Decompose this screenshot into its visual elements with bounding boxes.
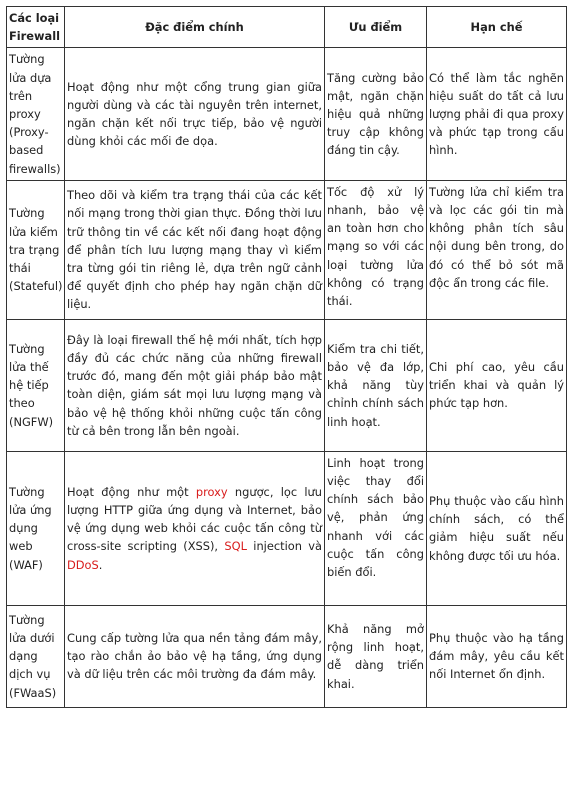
header-row (7, 7, 567, 48)
cons-cell: Tường lửa chỉ kiểm tra và lọc các gói tin mà không phân tích sâu nội dung bên trong, do đó có thể bỏ sót mã độc ẩn trong các file. (427, 180, 567, 319)
pros-cell: Tăng cường bảo mật, ngăn chặn hiệu quả những truy cập không đáng tin cậy. (325, 48, 427, 180)
features-cell: Cung cấp tường lửa qua nền tảng đám mây, tạo rào chắn ảo bảo vệ hạ tầng, ứng dụng và dữ liệu trên các môi trường đa đám mây. (65, 605, 325, 707)
features-text: Hoạt động như một (67, 484, 196, 499)
features-cell: Theo dõi và kiểm tra trạng thái của các kết nối mạng trong thời gian thực. Đồng thời lưu trữ thông tin về các kết nối đang hoạt động để phân tích lưu lượng mạng thay vì kiểm tra từng gói tin riêng lẻ, dựa trên ngữ cảnh để quyết định cho phép hay ngăn chặn dữ liệu. (65, 180, 325, 319)
features-cell: Hoạt động như một cổng trung gian giữa người dùng và các tài nguyên trên internet, ngăn chặn kết nối trực tiếp, bảo vệ người dùng khỏi các mối đe dọa. (65, 48, 325, 180)
table-row (7, 48, 567, 180)
cons-cell: Phụ thuộc vào hạ tầng đám mây, yêu cầu kết nối Internet ổn định. (427, 605, 567, 707)
header-firewall-types: Các loại Firewall (7, 7, 65, 48)
features-cell: Đây là loại firewall thế hệ mới nhất, tích hợp đầy đủ các chức năng của những firewall trước đó, mang đến một giải pháp bảo mật toàn diện, giám sát mọi lưu lượng mạng và bảo vệ hệ thống khỏi những cuộc tấn công từ cả bên trong lẫn bên ngoài. (65, 319, 325, 451)
table-row (7, 451, 567, 605)
proxy-link[interactable]: proxy (195, 484, 228, 499)
pros-cell: Khả năng mở rộng linh hoạt, dễ dàng triển khai. (325, 605, 427, 707)
firewall-comparison-table (6, 6, 567, 708)
header-main-features: Đặc điểm chính (65, 7, 325, 48)
cons-cell: Phụ thuộc vào cấu hình chính sách, có thể giảm hiệu suất nếu không được tối ưu hóa. (427, 451, 567, 605)
pros-cell: Kiểm tra chi tiết, bảo vệ đa lớp, khả năng tùy chỉnh chính sách linh hoạt. (325, 319, 427, 451)
features-text: ngược, lọc lưu lượng HTTP giữa ứng dụng và Internet, bảo vệ ứng dụng web khỏi các cuộc tấn công từ cross-site scripting (XSS), (67, 484, 322, 554)
firewall-type-cell: Tường lửa kiểm tra trạng thái (Stateful) (7, 180, 65, 319)
firewall-type-cell: Tường lửa ứng dụng web (WAF) (7, 451, 65, 605)
table-row (7, 180, 567, 319)
cons-cell: Chi phí cao, yêu cầu triển khai và quản lý phức tạp hơn. (427, 319, 567, 451)
table-row (7, 605, 567, 707)
firewall-type-cell: Tường lửa dựa trên proxy (Proxy-based firewalls) (7, 48, 65, 180)
header-advantages: Ưu điểm (325, 7, 427, 48)
firewall-type-cell: Tường lửa thế hệ tiếp theo (NGFW) (7, 319, 65, 451)
cons-cell: Có thể làm tắc nghẽn hiệu suất do tất cả lưu lượng phải đi qua proxy và phức tạp trong cấu hình. (427, 48, 567, 180)
features-cell (65, 451, 325, 605)
ddos-link[interactable]: DDoS (67, 557, 99, 572)
pros-cell: Tốc độ xử lý nhanh, bảo vệ an toàn hơn cho mạng so với các loại tường lửa không có trạng thái. (325, 180, 427, 319)
pros-cell: Linh hoạt trong việc thay đổi chính sách bảo vệ, phản ứng nhanh với các cuộc tấn công biến đổi. (325, 451, 427, 605)
firewall-type-cell: Tường lửa dưới dạng dịch vụ (FWaaS) (7, 605, 65, 707)
features-text: . (98, 557, 103, 572)
header-limitations: Hạn chế (427, 7, 567, 48)
features-text: injection và (246, 539, 322, 554)
sql-link[interactable]: SQL (224, 539, 247, 554)
table-row (7, 319, 567, 451)
